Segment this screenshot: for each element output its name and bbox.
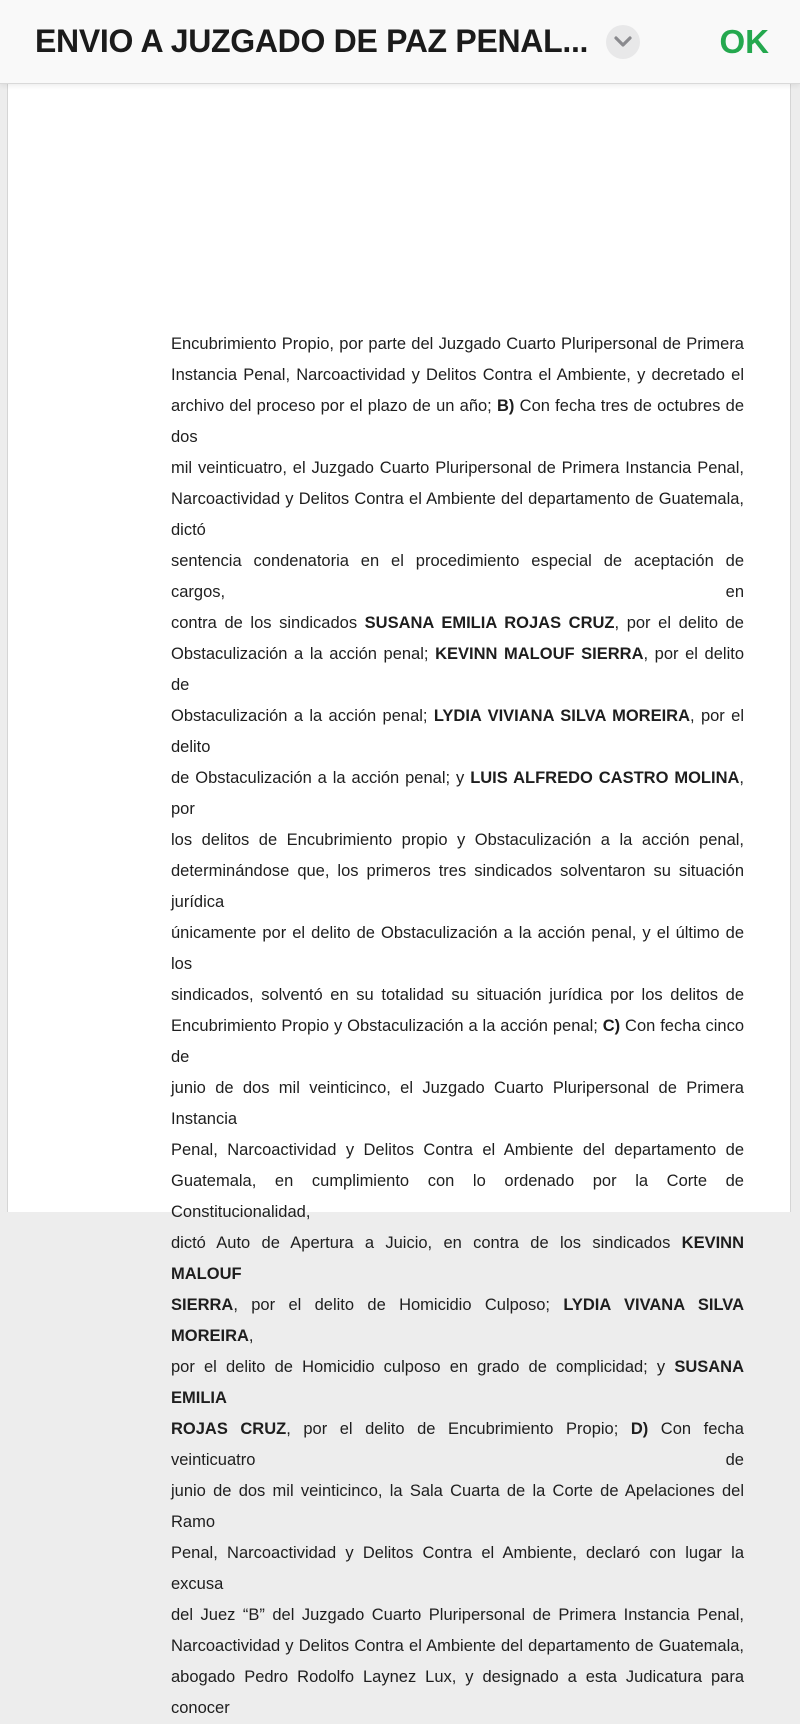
- document-line: mil veinticuatro, el Juzgado Cuarto Pluripersonal de Primera Instancia Penal,: [171, 459, 744, 477]
- document-line: Penal, Narcoactividad y Delitos Contra el Ambiente del departamento de: [171, 1141, 744, 1159]
- document-line: los delitos de Encubrimiento propio y Obstaculización a la acción penal,: [171, 831, 744, 849]
- document-line: junio de dos mil veinticinco, la Sala Cuarta de la Corte de Apelaciones del Ramo: [171, 1482, 744, 1531]
- document-line: abogado Pedro Rodolfo Laynez Lux, y designado a esta Judicatura para conocer: [171, 1668, 744, 1717]
- title-dropdown-button[interactable]: [606, 25, 640, 59]
- document-line: Narcoactividad y Delitos Contra el Ambiente del departamento de Guatemala,: [171, 1637, 744, 1655]
- ok-button[interactable]: OK: [719, 23, 769, 60]
- document-scroll-area[interactable]: [0, 84, 800, 1717]
- document-line: Encubrimiento Propio y Obstaculización a la acción penal; C) Con fecha cinco de: [171, 1017, 744, 1066]
- document-line: Guatemala, en cumplimiento con lo ordenado por la Corte de Constitucionalidad,: [171, 1172, 744, 1221]
- chevron-down-icon: [614, 36, 632, 48]
- document-line: únicamente por el delito de Obstaculización a la acción penal, y el último de los: [171, 924, 744, 973]
- document-line: Instancia Penal, Narcoactividad y Delitos Contra el Ambiente, y decretado el: [171, 366, 744, 384]
- document-line: sentencia condenatoria en el procedimiento especial de aceptación de cargos, en: [171, 552, 744, 601]
- document-text: [171, 329, 745, 1724]
- document-line: Obstaculización a la acción penal; LYDIA VIVIANA SILVA MOREIRA, por el delito: [171, 707, 744, 756]
- document-line: determinándose que, los primeros tres sindicados solventaron su situación jurídica: [171, 862, 744, 911]
- document-line: Narcoactividad y Delitos Contra el Ambiente del departamento de Guatemala, dictó: [171, 490, 744, 539]
- document-line: SIERRA, por el delito de Homicidio Culposo; LYDIA VIVANA SILVA MOREIRA,: [171, 1296, 744, 1345]
- document-line: Penal, Narcoactividad y Delitos Contra el Ambiente, declaró con lugar la excusa: [171, 1544, 744, 1593]
- document-page: [7, 84, 791, 1717]
- document-line: ROJAS CRUZ, por el delito de Encubrimiento Propio; D) Con fecha veinticuatro de: [171, 1420, 744, 1469]
- document-title: ENVIO A JUZGADO DE PAZ PENAL...: [35, 23, 589, 59]
- document-viewer-header: [0, 0, 800, 84]
- document-line: contra de los sindicados SUSANA EMILIA ROJAS CRUZ, por el delito de: [171, 614, 744, 632]
- document-line: dictó Auto de Apertura a Juicio, en contra de los sindicados KEVINN MALOUF: [171, 1234, 744, 1283]
- document-line: Encubrimiento Propio, por parte del Juzgado Cuarto Pluripersonal de Primera: [171, 335, 744, 353]
- document-line: de Obstaculización a la acción penal; y LUIS ALFREDO CASTRO MOLINA, por: [171, 769, 744, 818]
- document-line: del Juez “B” del Juzgado Cuarto Pluripersonal de Primera Instancia Penal,: [171, 1606, 744, 1624]
- document-line: Obstaculización a la acción penal; KEVINN MALOUF SIERRA, por el delito de: [171, 645, 744, 694]
- document-line: por el delito de Homicidio culposo en grado de complicidad; y SUSANA EMILIA: [171, 1358, 744, 1407]
- document-line: junio de dos mil veinticinco, el Juzgado Cuarto Pluripersonal de Primera Instancia: [171, 1079, 744, 1128]
- document-line: sindicados, solventó en su totalidad su situación jurídica por los delitos de: [171, 986, 744, 1004]
- document-line: archivo del proceso por el plazo de un año; B) Con fecha tres de octubres de dos: [171, 397, 744, 446]
